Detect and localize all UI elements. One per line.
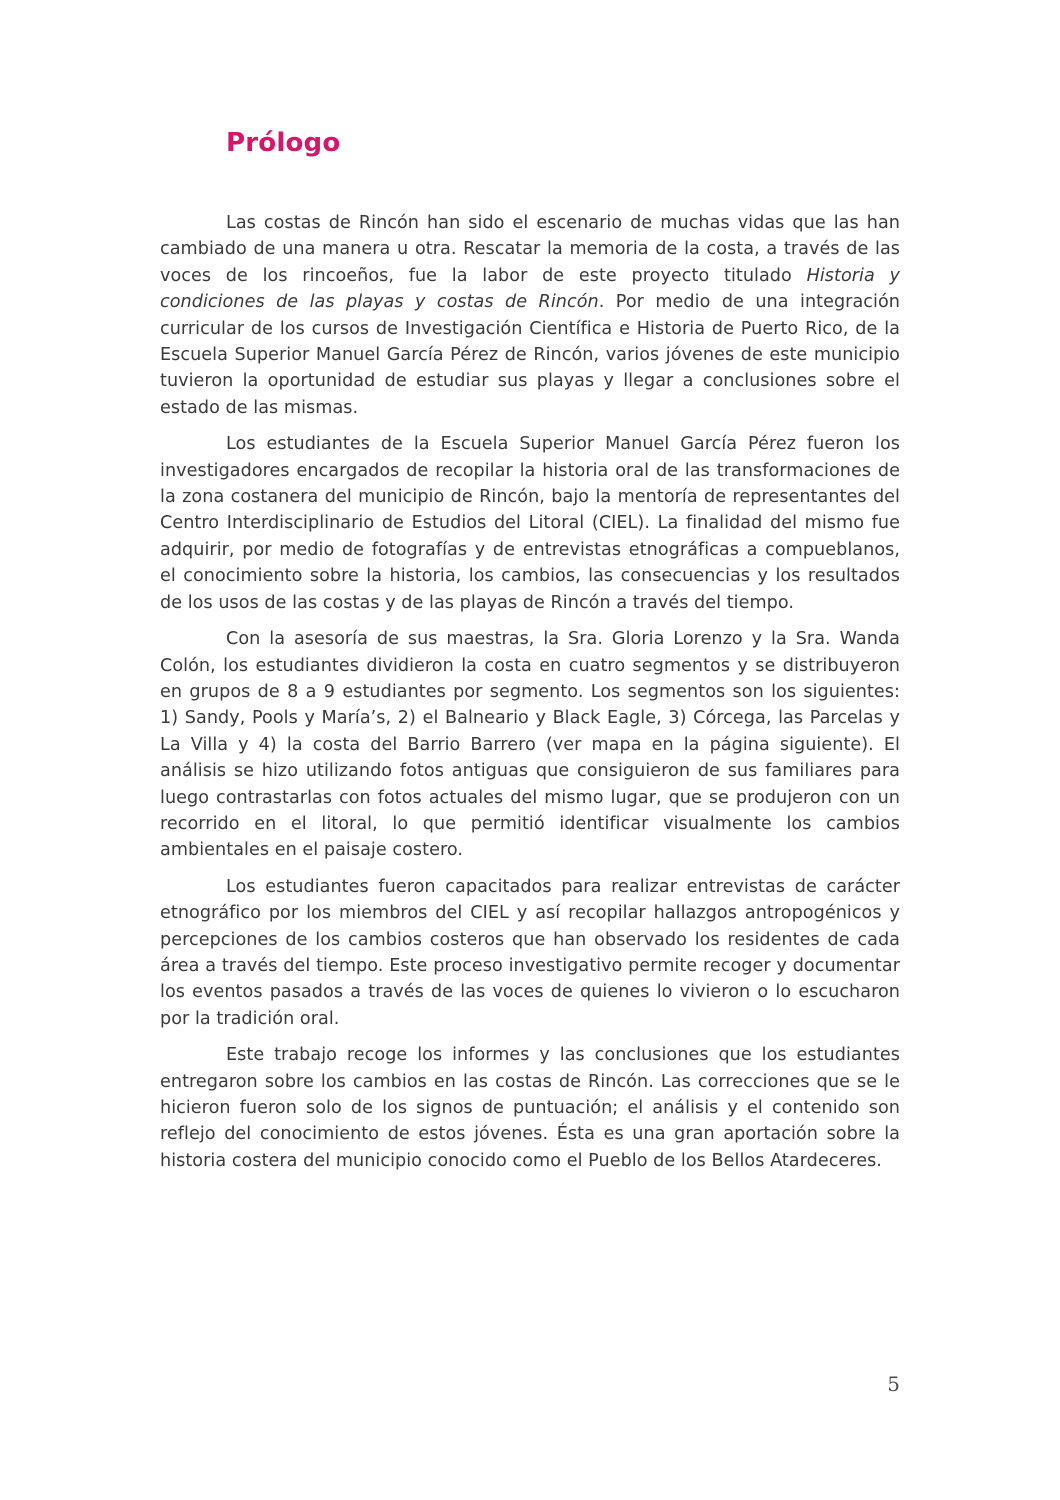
page-number: 5 — [887, 1372, 900, 1396]
paragraph-1-text-start: Las costas de Rincón han sido el escenario de muchas vidas que las han cambiado de una manera u otra. Rescatar la memoria de la costa, a través de las voces de los rincoeños, fue la labor de este proyecto titulado — [160, 213, 900, 286]
paragraph-1 — [160, 210, 900, 421]
paragraph-5: Este trabajo recoge los informes y las conclusiones que los estudiantes entregaron sobre los cambios en las costas de Rincón. Las correcciones que se le hicieron fueron solo de los signos de puntuación; el análisis y el contenido son reflejo del conocimiento de estos jóvenes. Ésta es una gran aportación sobre la historia costera del municipio conocido como el Pueblo de los Bellos Atardeceres. — [160, 1045, 900, 1171]
paragraph-2: Los estudiantes de la Escuela Superior Manuel García Pérez fueron los investigadores encargados de recopilar la historia oral de las transformaciones de la zona costanera del municipio de Rincón, bajo la mentoría de representantes del Centro Interdisciplinario de Estudios del Litoral (CIEL). La finalidad del mismo fue adquirir, por medio de fotografías y de entrevistas etnográficas a compueblanos, el conocimiento sobre la historia, los cambios, las consecuencias y los resultados de los usos de las costas y de las playas de Rincón a través del tiempo. — [160, 434, 900, 613]
paragraph-4: Los estudiantes fueron capacitados para realizar entrevistas de carácter etnográfico por los miembros del CIEL y así recopilar hallazgos antropogénicos y percepciones de los cambios costeros que han observado los residentes de cada área a través del tiempo. Este proceso investigativo permite recoger y documentar los eventos pasados a través de las voces de quienes lo vivieron o lo escucharon por la tradición oral. — [160, 876, 900, 1029]
project-title: Historia y condiciones de las playas y costas de Rincón — [160, 265, 900, 313]
paragraph-1-text-end: . Por medio de una integración curricular de los cursos de Investigación Científica e Historia de Puerto Rico, de la Escuela Superior Manuel García Pérez de Rincón, varios jóvenes de este municipio tuvieron la oportunidad de estudiar sus playas y llegar a conclusiones sobre el estado de las mismas. — [160, 292, 900, 418]
section-heading: Prólogo — [226, 128, 341, 158]
body-text — [160, 210, 900, 1184]
paragraph-3: Con la asesoría de sus maestras, la Sra. Gloria Lorenzo y la Sra. Wanda Colón, los estudiantes dividieron la costa en cuatro segmentos y se distribuyeron en grupos de 8 a 9 estudiantes por segmento. Los segmentos son los siguientes: 1) Sandy, Pools y María’s, 2) el Balneario y Black Eagle, 3) Córcega, las Parcelas y La Villa y 4) la costa del Barrio Barrero (ver mapa en la página siguiente). El análisis se hizo utilizando fotos antiguas que consiguieron de sus familiares para luego contrastarlas con fotos actuales del mismo lugar, que se produjeron con un recorrido en el litoral, lo que permitió identificar visualmente los cambios ambientales en el paisaje costero. — [160, 629, 900, 861]
